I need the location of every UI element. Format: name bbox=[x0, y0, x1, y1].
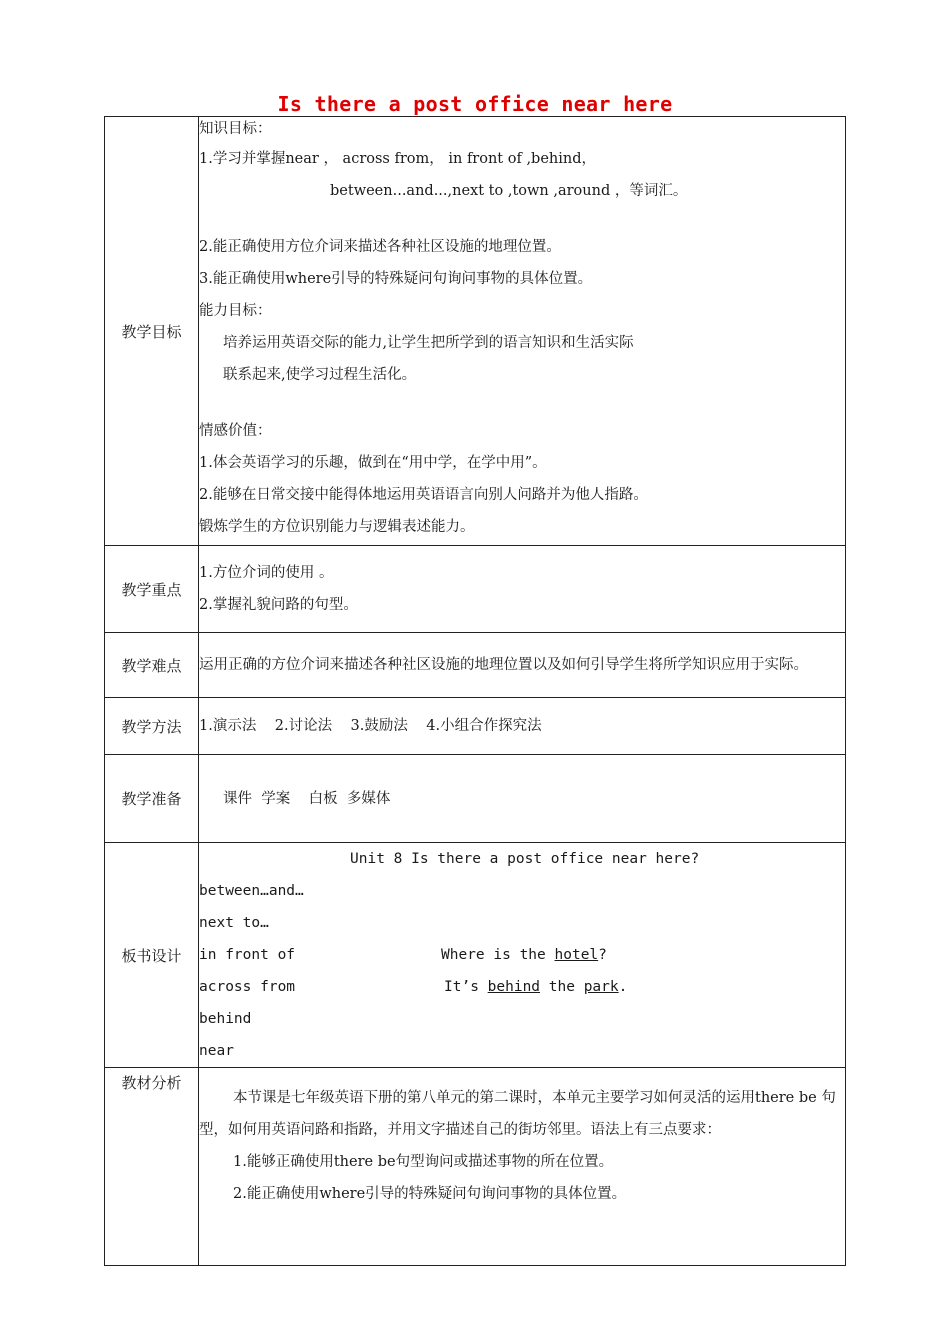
emotion-item-1: 1.体会英语学习的乐趣，做到在“用中学，在学中用”。 bbox=[199, 455, 547, 471]
board-phrase: next to… bbox=[199, 915, 269, 931]
knowledge-item-2: 2.能正确使用方位介词来描述各种社区设施的地理位置。 bbox=[199, 239, 561, 255]
ability-text-2: 联系起来,使学习过程生活化。 bbox=[223, 367, 417, 383]
document-title: Is there a post office near here bbox=[277, 92, 673, 116]
ability-heading: 能力目标： bbox=[199, 303, 272, 319]
analysis-content bbox=[199, 1068, 846, 1266]
key-point-1: 1.方位介词的使用 。 bbox=[199, 565, 334, 581]
board-phrase: across from bbox=[199, 979, 296, 995]
board-answer: It’s behind the park. bbox=[444, 979, 628, 995]
board-body bbox=[199, 875, 845, 1067]
board-heading: Unit 8 Is there a post office near here? bbox=[350, 851, 700, 867]
key-points-content bbox=[199, 546, 846, 633]
board-dialogue bbox=[441, 875, 845, 1067]
spacer bbox=[199, 391, 845, 415]
board-design-label: 板书设计 bbox=[105, 843, 199, 1068]
objectives-row bbox=[105, 117, 846, 546]
preparation-content bbox=[199, 755, 846, 843]
methods-text: 1.演示法 2.讨论法 3.鼓励法 4.小组合作探究法 bbox=[199, 718, 542, 734]
knowledge-item-1-cont: between...and...,next to ,town ,around ，等词汇。 bbox=[330, 183, 688, 199]
board-phrase-list bbox=[199, 875, 441, 1067]
emotion-heading: 情感价值： bbox=[199, 423, 272, 439]
analysis-row bbox=[105, 1068, 846, 1266]
analysis-requirement-2: 2.能正确使用where引导的特殊疑问句询问事物的具体位置。 bbox=[233, 1186, 627, 1202]
lesson-plan-table bbox=[104, 116, 846, 1266]
methods-content bbox=[199, 698, 846, 755]
analysis-requirement-1: 1.能够正确使用there be句型询问或描述事物的所在位置。 bbox=[233, 1154, 614, 1170]
emotion-item-3: 锻炼学生的方位识别能力与逻辑表述能力。 bbox=[199, 519, 475, 535]
spacer bbox=[199, 207, 845, 231]
key-point-2: 2.掌握礼貌问路的句型。 bbox=[199, 597, 358, 613]
difficulties-content bbox=[199, 633, 846, 698]
methods-row bbox=[105, 698, 846, 755]
objectives-label: 教学目标 bbox=[105, 117, 199, 546]
underlined-word: hotel bbox=[554, 947, 599, 963]
board-phrase: in front of bbox=[199, 947, 296, 963]
preparation-label: 教学准备 bbox=[105, 755, 199, 843]
difficulties-row bbox=[105, 633, 846, 698]
board-design-content bbox=[199, 843, 846, 1068]
preparation-text: 课件 学案 白板 多媒体 bbox=[223, 790, 391, 807]
emotion-item-2: 2.能够在日常交接中能得体地运用英语语言向别人问路并为他人指路。 bbox=[199, 487, 648, 503]
difficulties-label: 教学难点 bbox=[105, 633, 199, 698]
analysis-paragraph: 本节课是七年级英语下册的第八单元的第二课时，本单元主要学习如何灵活的运用there be 句型，如何用英语问路和指路，并用文字描述自己的街坊邻里。语法上有三点要求： bbox=[199, 1090, 836, 1138]
knowledge-item-1: 1.学习并掌握near ， across from， in front of ,behind， bbox=[199, 151, 597, 167]
analysis-label: 教材分析 bbox=[105, 1068, 199, 1266]
board-phrase: between…and… bbox=[199, 883, 304, 899]
preparation-row bbox=[105, 755, 846, 843]
underlined-word: behind bbox=[487, 979, 541, 995]
knowledge-item-3: 3.能正确使用where引导的特殊疑问句询问事物的具体位置。 bbox=[199, 271, 593, 287]
knowledge-heading: 知识目标： bbox=[199, 121, 272, 137]
board-question: Where is the hotel? bbox=[441, 947, 607, 963]
board-design-row bbox=[105, 843, 846, 1068]
ability-text-1: 培养运用英语交际的能力,让学生把所学到的语言知识和生活实际 bbox=[223, 335, 634, 351]
methods-label: 教学方法 bbox=[105, 698, 199, 755]
board-phrase: behind bbox=[199, 1011, 252, 1027]
underlined-word: park bbox=[583, 979, 619, 995]
key-points-row bbox=[105, 546, 846, 633]
difficulties-text: 运用正确的方位介词来描述各种社区设施的地理位置以及如何引导学生将所学知识应用于实际。 bbox=[199, 657, 808, 673]
board-phrase: near bbox=[199, 1043, 234, 1059]
objectives-content bbox=[199, 117, 846, 546]
key-points-label: 教学重点 bbox=[105, 546, 199, 633]
